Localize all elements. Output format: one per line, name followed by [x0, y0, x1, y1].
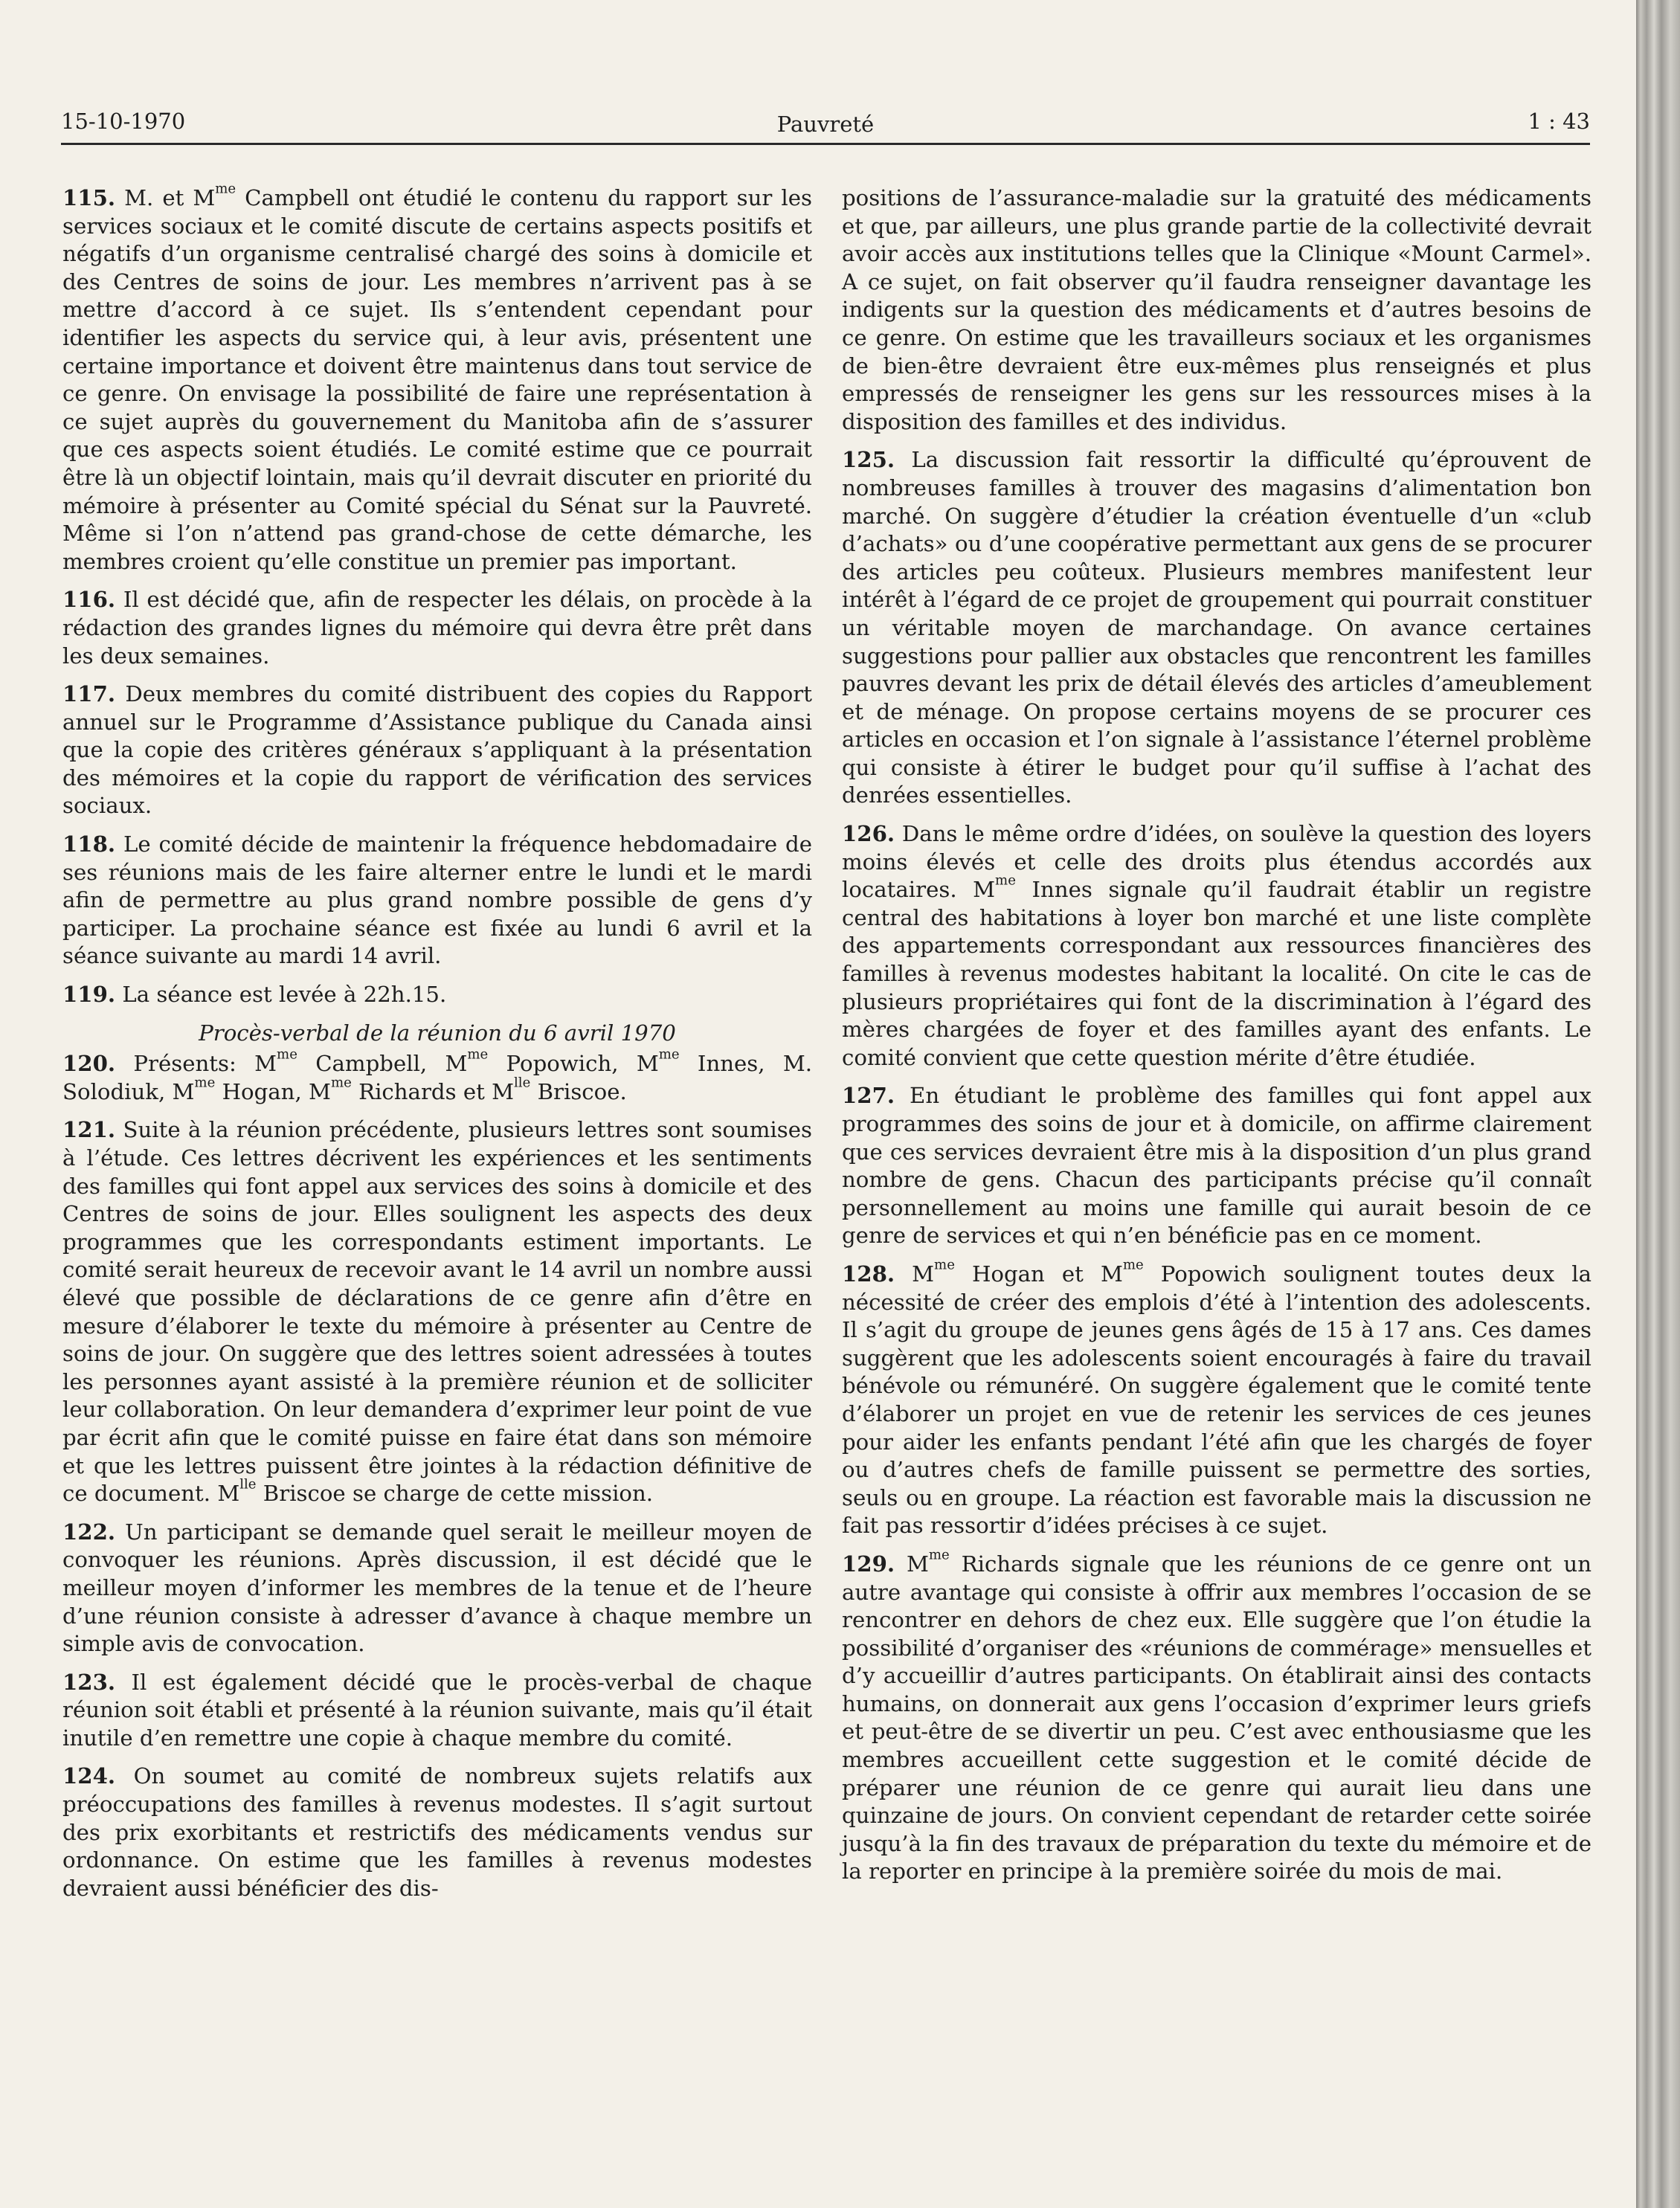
paragraph-number: 124.: [62, 1763, 116, 1789]
paragraph-number: 122.: [62, 1519, 116, 1545]
paragraph-text: $M^{me}$ Hogan et $M^{me}$ Popowich soulignent toutes deux la nécessité de créer des emplois d’été à l’intention des adolescents. Il s’agit du groupe de jeunes gens âgés de 15 à 17 ans. Ces dames suggèrent que les adolescents soient encouragés à faire du travail bénévole ou rémunéré. On suggère également que le comité tente d’élaborer un projet en vue de retenir les services de ces jeunes pour aider les enfants pendant l’été afin que les chargés de foyer ou d’autres chefs de famille puissent se permettre des sorties, seuls ou en groupe. La réaction est favorable mais la discussion ne fait pas ressortir d’idées précises à ce sujet.: [842, 1257, 1592, 1539]
paragraph: [62, 1763, 812, 1902]
paragraph-text: La discussion fait ressortir la difficulté qu’éprouvent de nombreuses familles à trouver des magasins d’alimentation bon marché. On suggère d’étudier la création éventuelle d’un «club d’achats» ou d’une coopérative permettant aux gens de se procurer des articles peu coûteux. Plusieurs membres manifestent leur intérêt à l’égard de ce projet de groupement qui pourrait constituer un véritable moyen de marchandage. On avance certaines suggestions pour pallier aux obstacles que rencontrent les familles pauvres devant les prix de détail élevés des articles d’ameublement et de ménage. On propose certains moyens de se procurer ces articles en occasion et l’on signale à l’assistance l’éternel problème qui consiste à étirer le budget pour qu’il suffise à l’achat des denrées essentielles.: [842, 447, 1592, 808]
paragraph-text: $M^{me}$ Richards signale que les réunions de ce genre ont un autre avantage qui consiste à offrir aux membres l’occasion de se rencontrer en dehors de chez eux. Elle suggère que l’on étudie la possibilité d’organiser des «réunions de commérage» mensuelles et d’y accueillir d’autres participants. On établirait ainsi des contacts humains, on donnerait aux gens l’occasion d’exprimer leurs griefs et peut-être de se divertir un peu. C’est avec enthousiasme que les membres accueillent cette suggestion et le comité décide de préparer une réunion de ce genre qui aurait lieu dans une quinzaine de jours. On convient cependant de retarder cette soirée jusqu’à la fin des travaux de préparation du texte du mémoire et de la reporter en principe à la première soirée du mois de mai.: [842, 1547, 1592, 1884]
paragraph-number: 127.: [842, 1083, 895, 1109]
paragraph-number: 119.: [62, 982, 116, 1008]
paragraph: [62, 831, 812, 971]
paragraph-text: Dans le même ordre d’idées, on soulève la question des loyers moins élevés et celle des droits plus étendus accordés aux locataires. $M^{me}$ Innes signale qu’il faudrait établir un registre central des habitations à loyer bon marché et une liste complète des appartements correspondant aux ressources financières des familles à revenus modestes habitant la localité. On cite le cas de plusieurs propriétaires qui font de la discrimination à l’égard des mères chargées de foyer et des familles ayant des enfants. Le comité convient que cette question mérite d’être étudiée.: [842, 821, 1592, 1070]
paragraph-number: 117.: [62, 681, 116, 707]
paragraph: [842, 1257, 1592, 1540]
paragraph: [842, 1547, 1592, 1886]
paragraph-text: Il est également décidé que le procès-verbal de chaque réunion soit établi et présenté à la réunion suivante, mais qu’il était inutile d’en remettre une copie à chaque membre du comité.: [62, 1669, 812, 1751]
page-header: [61, 101, 1590, 138]
left-column: [62, 181, 813, 1913]
paragraph-number: 116.: [62, 587, 116, 613]
paragraph: [62, 586, 812, 670]
paragraph: [62, 680, 812, 820]
minutes-subheading: Procès-verbal de la réunion du 6 avril 1970: [199, 1020, 676, 1046]
header-title: Pauvreté: [776, 112, 875, 137]
paragraph-text: Suite à la réunion précédente, plusieurs lettres sont soumises à l’étude. Ces lettres décrivent les expériences et les sentiments des familles qui font appel aux services des soins à domicile et des Centres de soins de jour. Elles soulignent les aspects des deux programmes que les correspondants estiment importants. Le comité serait heureux de recevoir avant le 14 avril un nombre aussi élevé que possible de déclarations de ce genre afin d’être en mesure d’élaborer le texte du mémoire à présenter au Centre de soins de jour. On suggère que des lettres soient adressées à toutes les personnes ayant assisté à la première réunion et de solliciter leur collaboration. On leur demandera d’exprimer leur point de vue par écrit afin que le comité puisse en faire état dans son mémoire et que les lettres puissent être jointes à la rédaction définitive de ce document. $M^{lle}$ Briscoe se charge de cette mission.: [62, 1117, 812, 1507]
paragraph: [842, 446, 1592, 810]
paragraph: [62, 1116, 812, 1507]
right-column: [842, 184, 1592, 1896]
paragraph-text: Il est décidé que, afin de respecter les délais, on procède à la rédaction des grandes lignes du mémoire qui devra être prêt dans les deux semaines.: [62, 587, 813, 669]
paragraph: [62, 181, 812, 576]
paragraph-number: 123.: [62, 1669, 116, 1695]
header-page-number: 1 : 43: [1528, 109, 1590, 134]
paragraph: [62, 981, 812, 1009]
paragraph-number: 120.: [62, 1051, 116, 1077]
paragraph: [842, 184, 1592, 436]
paragraph-text: Présents: $M^{me}$ Campbell, $M^{me}$ Popowich, $M^{me}$ Innes, M. Solodiuk, $M^{me}$ Hogan, $M^{me}$ Richards et $M^{lle}$ Briscoe.: [62, 1046, 813, 1104]
header-rule: [61, 143, 1590, 145]
page-edge: [1636, 0, 1680, 2208]
paragraph-text: On soumet au comité de nombreux sujets relatifs aux préoccupations des familles à revenus modestes. Il s’agit surtout des prix exorbitants et restrictifs des médicaments vendus sur ordonnance. On estime que les familles à revenus modestes devraient aussi bénéficier des dis-: [62, 1763, 812, 1901]
paragraph: [842, 1082, 1592, 1250]
paragraph: [62, 1669, 812, 1753]
paragraph-number: 128.: [842, 1261, 895, 1287]
paragraph: [842, 820, 1592, 1072]
paragraph-text: En étudiant le problème des familles qui font appel aux programmes des soins de jour et à domicile, on affirme clairement que ces services devraient être mis à la disposition d’un plus grand nombre de gens. Chacun des participants précise qu’il connaît personnellement au moins une famille qui aurait besoin de ce genre de services et qui n’en bénéficie pas en ce moment.: [842, 1083, 1592, 1249]
paragraph-number: 118.: [62, 831, 116, 857]
paragraph: [62, 1046, 813, 1106]
paragraph-number: 125.: [842, 447, 895, 473]
paragraph-text: La séance est levée à 22h.15.: [122, 982, 447, 1008]
paragraph: [62, 1519, 812, 1658]
paragraph-number: 121.: [62, 1117, 116, 1143]
header-date: 15-10-1970: [61, 109, 186, 134]
paragraph-text: M. et $M^{me}$ Campbell ont étudié le contenu du rapport sur les services sociaux et le comité discute de certains aspects positifs et négatifs d’un organisme centralisé chargé des soins à domicile et des Centres de soins de jour. Les membres n’arrivent pas à se mettre d’accord à ce sujet. Ils s’entendent cependant pour identifier les aspects du service qui, à leur avis, présentent une certaine importance et doivent être maintenus dans tout service de ce genre. On envisage la possibilité de faire une représentation à ce sujet auprès du gouvernement du Manitoba afin de s’assurer que ces aspects soient étudiés. Le comité estime que ce pourrait être là un objectif lointain, mais qu’il devrait discuter en priorité du mémoire à présenter au Comité spécial du Sénat sur la Pauvreté. Même si l’on n’attend pas grand-chose de cette démarche, les membres croient qu’elle constitue un premier pas important.: [62, 181, 812, 574]
paragraph-number: 115.: [62, 185, 116, 210]
paragraph-text: Le comité décide de maintenir la fréquence hebdomadaire de ses réunions mais de les faire alterner entre le lundi et le mardi afin de permettre au plus grand nombre possible de gens d’y participer. La prochaine séance est fixée au lundi 6 avril et la séance suivante au mardi 14 avril.: [62, 831, 812, 969]
paragraph-number: 129.: [842, 1551, 895, 1577]
paragraph-text: positions de l’assurance-maladie sur la gratuité des médicaments et que, par ailleurs, une plus grande partie de la collectivité devrait avoir accès aux institutions telles que la Clinique «Mount Carmel». A ce sujet, on fait observer qu’il faudra renseigner davantage les indigents sur la question des médicaments et d’autres besoins de ce genre. On estime que les travailleurs sociaux et les organismes de bien-être devraient être eux-mêmes plus renseignés et plus empressés de renseigner les gens sur les ressources mises à la disposition des familles et des individus.: [842, 185, 1592, 434]
paragraph-number: 126.: [842, 821, 895, 847]
paragraph-text: Un participant se demande quel serait le meilleur moyen de convoquer les réunions. Après discussion, il est décidé que le meilleur moyen d’informer les membres de la tenue et de l’heure d’une réunion consiste à adresser d’avance à chaque membre un simple avis de convocation.: [62, 1519, 812, 1657]
paragraph-text: Deux membres du comité distribuent des copies du Rapport annuel sur le Programme d’Assistance publique du Canada ainsi que la copie des critères généraux s’appliquant à la présentation des mémoires et la copie du rapport de vérification des services sociaux.: [62, 681, 812, 819]
